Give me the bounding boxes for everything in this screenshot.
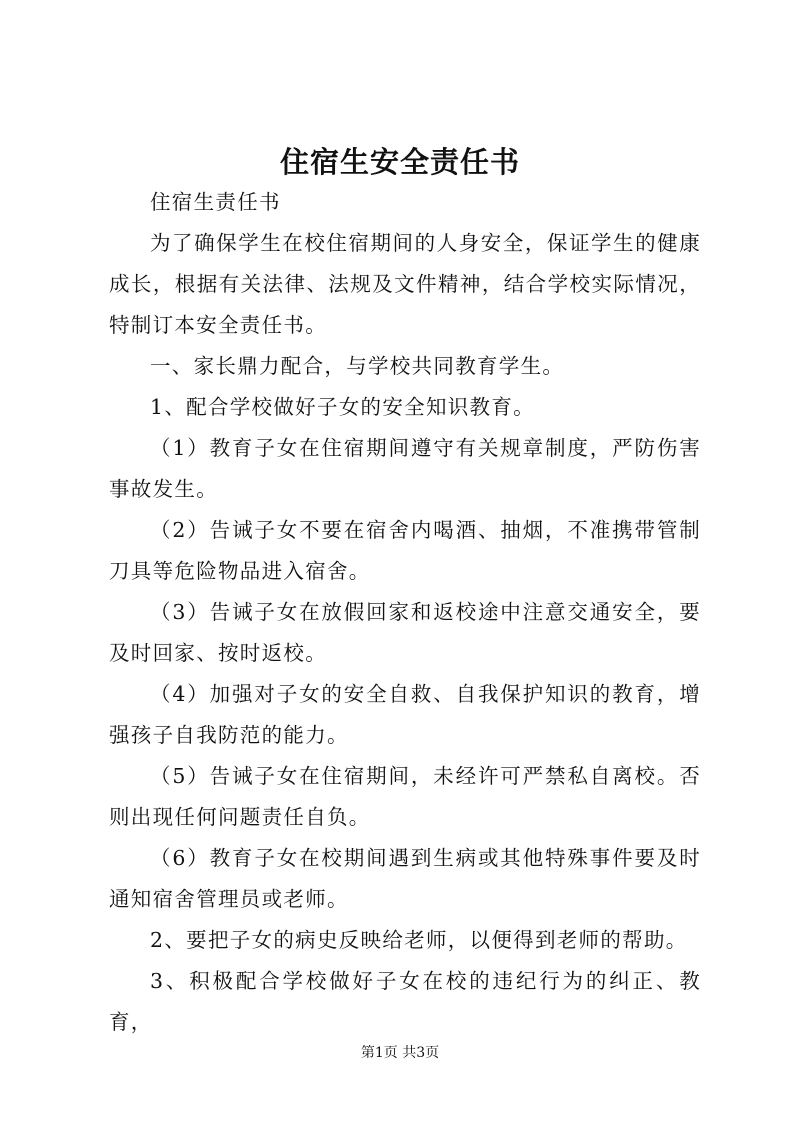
paragraph-intro: 为了确保学生在校住宿期间的人身安全，保证学生的健康成长，根据有关法律、法规及文件精神，结合学校实际情况，特制订本安全责任书。 [109, 231, 701, 337]
page-footer: 第1页 共3页 [360, 1045, 440, 1061]
document-title: 住宿生安全责任书 [279, 145, 520, 179]
document-body [109, 182, 701, 1043]
paragraph-subitem-3: （3）告诫子女在放假回家和返校途中注意交通安全，要及时回家、按时返校。 [109, 600, 701, 665]
paragraph-subitem-6: （6）教育子女在校期间遇到生病或其他特殊事件要及时通知宿舍管理员或老师。 [109, 846, 701, 911]
paragraph-section-1: 一、家长鼎力配合，与学校共同教育学生。 [150, 354, 565, 378]
paragraph-subitem-4: （4）加强对子女的安全自救、自我保护知识的教育，增强孩子自我防范的能力。 [109, 682, 701, 747]
paragraph-item-3: 3、积极配合学校做好子女在校的违纪行为的纠正、教育， [109, 969, 701, 1034]
paragraph-subitem-5: （5）告诫子女在住宿期间，未经许可严禁私自离校。否则出现任何问题责任自负。 [109, 764, 701, 829]
paragraph-subitem-2: （2）告诫子女不要在宿舍内喝酒、抽烟，不准携带管制刀具等危险物品进入宿舍。 [109, 518, 701, 583]
paragraph-item-2: 2、要把子女的病史反映给老师，以便得到老师的帮助。 [150, 928, 688, 952]
paragraph-item-1: 1、配合学校做好子女的安全知识教育。 [150, 395, 535, 419]
paragraph-subtitle: 住宿生责任书 [150, 190, 281, 214]
paragraph-subitem-1: （1）教育子女在住宿期间遵守有关规章制度，严防伤害事故发生。 [109, 436, 701, 501]
